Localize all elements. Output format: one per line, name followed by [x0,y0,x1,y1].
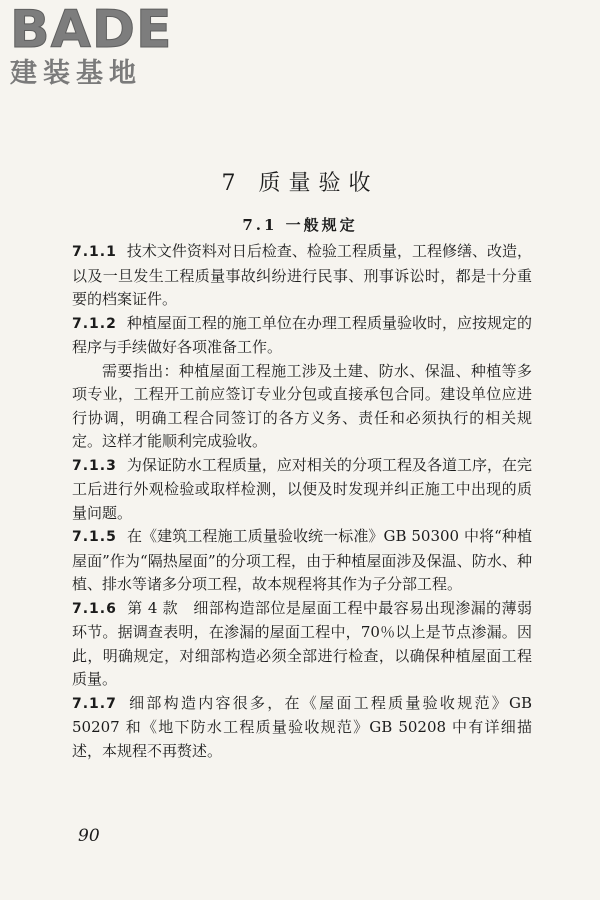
clause-number: 7.1.3 [72,457,117,474]
clause-text: 细部构造内容很多，在《屋面工程质量验收规范》GB 50207 和《地下防水工程质量验收规范》GB 50208 中有详细描述，本规程不再赘述。 [72,693,532,760]
page-number: 90 [78,826,100,846]
clause-text: 在《建筑工程施工质量验收统一标准》GB 50300 中将“种植屋面”作为“隔热屋面”的分项工程，由于种植屋面涉及保温、防水、种植、排水等诸多分项工程，故本规程将其作为子分部工程。 [72,527,532,593]
paragraph-note [72,360,532,454]
clause-text: 种植屋面工程的施工单位在办理工程质量验收时，应按规定的程序与手续做好各项准备工作。 [72,313,532,356]
logo-subtitle: 建装基地 [10,58,142,89]
clause-number: 7.1.1 [72,244,117,260]
clause-number: 7.1.2 [72,315,117,332]
note-text: 需要指出：种植屋面工程施工涉及土建、防水、保温、种植等多项专业，工程开工前应签订专业分包或直接承包合同。建设单位应进行协调，明确工程合同签订的各方义务、责任和必须执行的相关规定。这样才能顺利完成验收。 [72,361,532,450]
body-text [72,240,532,763]
paragraph-7-1-2 [72,312,532,360]
paragraph-7-1-5 [72,525,532,597]
paragraph-7-1-3 [72,454,532,526]
paragraph-7-1-1 [72,240,532,312]
clause-number: 7.1.7 [72,695,117,712]
clause-number: 7.1.6 [72,600,117,617]
clause-number: 7.1.5 [72,529,117,545]
clause-text: 第 4 款 细部构造部位是屋面工程中最容易出现渗漏的薄弱环节。据调查表明，在渗漏的屋面工程中，70％以上是节点渗漏。因此，明确规定，对细部构造必须全部进行检查，以确保种植屋面工程质量。 [72,598,532,688]
chapter-title: 7 质量验收 [221,171,379,196]
logo-wordmark: BADE [10,0,173,60]
clause-text: 技术文件资料对日后检查、检验工程质量，工程修缮、改造，以及一旦发生工程质量事故纠纷进行民事、刑事诉讼时，都是十分重要的档案证件。 [72,242,532,308]
clause-text: 为保证防水工程质量，应对相关的分项工程及各道工序，在完工后进行外观检验或取样检测，以便及时发现并纠正施工中出现的质量问题。 [72,455,532,522]
bade-logo [10,0,180,96]
paragraph-7-1-6 [72,597,532,692]
section-title: 7.1 一般规定 [242,216,358,234]
paragraph-7-1-7 [72,692,532,764]
